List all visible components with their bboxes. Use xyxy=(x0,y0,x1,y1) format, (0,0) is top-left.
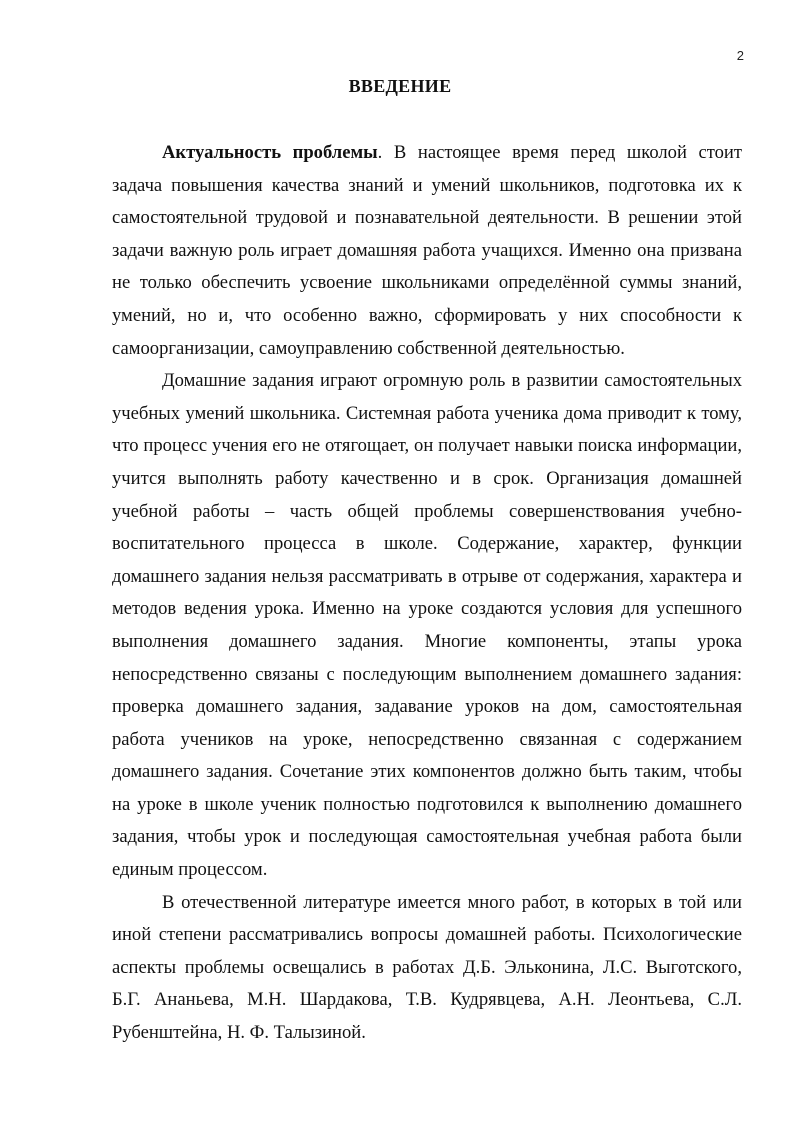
paragraph-literature: В отечественной литературе имеется много работ, в которых в той или иной степени рассматривались вопросы домашней работы. Психологические аспекты проблемы освещались в работах Д.Б. Эльконина, Л.С. Выготского, Б.Г. Ананьева, М.Н. Шардакова, Т.В. Кудрявцева, А.Н. Леонтьева, С.Л. Рубенштейна, Н. Ф. Талызиной. xyxy=(112,891,742,1044)
page-title: ВВЕДЕНИЕ xyxy=(348,76,452,96)
page-number: 2 xyxy=(736,48,744,63)
document-body xyxy=(112,137,742,1050)
paragraph-homework-role: Домашние задания играют огромную роль в развитии самостоятельных учебных умений школьника. Системная работа ученика дома приводит к тому, что процесс учения его не отягощает, он получает навыки поиска информации, учится выполнять работу качественно и в срок. Организация домашней учебной работы – часть общей проблемы совершенствования учебно-воспитательного процесса в школе. Содержание, характер, функции домашнего задания нельзя рассматривать в отрыве от содержания, характера и методов ведения урока. Именно на уроке создаются условия для успешного выполнения домашнего задания. Многие компоненты, этапы урока непосредственно связаны с последующим выполнением домашнего задания: проверка домашнего задания, задавание уроков на дом, самостоятельная работа учеников на уроке, непосредственно связанная с содержанием домашнего задания. Сочетание этих компонентов должно быть таким, чтобы на уроке в школе ученик полностью подготовился к выполнению домашнего задания, чтобы урок и последующая самостоятельная учебная работа были единым процессом. xyxy=(112,370,742,881)
paragraph-text: . В настоящее время перед школой стоит задача повышения качества знаний и умений школьников, подготовка их к самостоятельной трудовой и познавательной деятельности. В решении этой задачи важную роль играет домашняя работа учащихся. Именно она призвана не только обеспечить усвоение школьниками определённой суммы знаний, умений, но и, что особенно важно, сформировать у них способности к самоорганизации, самоуправлению собственной деятельностью. xyxy=(112,142,742,359)
paragraph-relevance xyxy=(112,137,742,365)
paragraph-lead-bold: Актуальность проблемы xyxy=(162,142,378,163)
